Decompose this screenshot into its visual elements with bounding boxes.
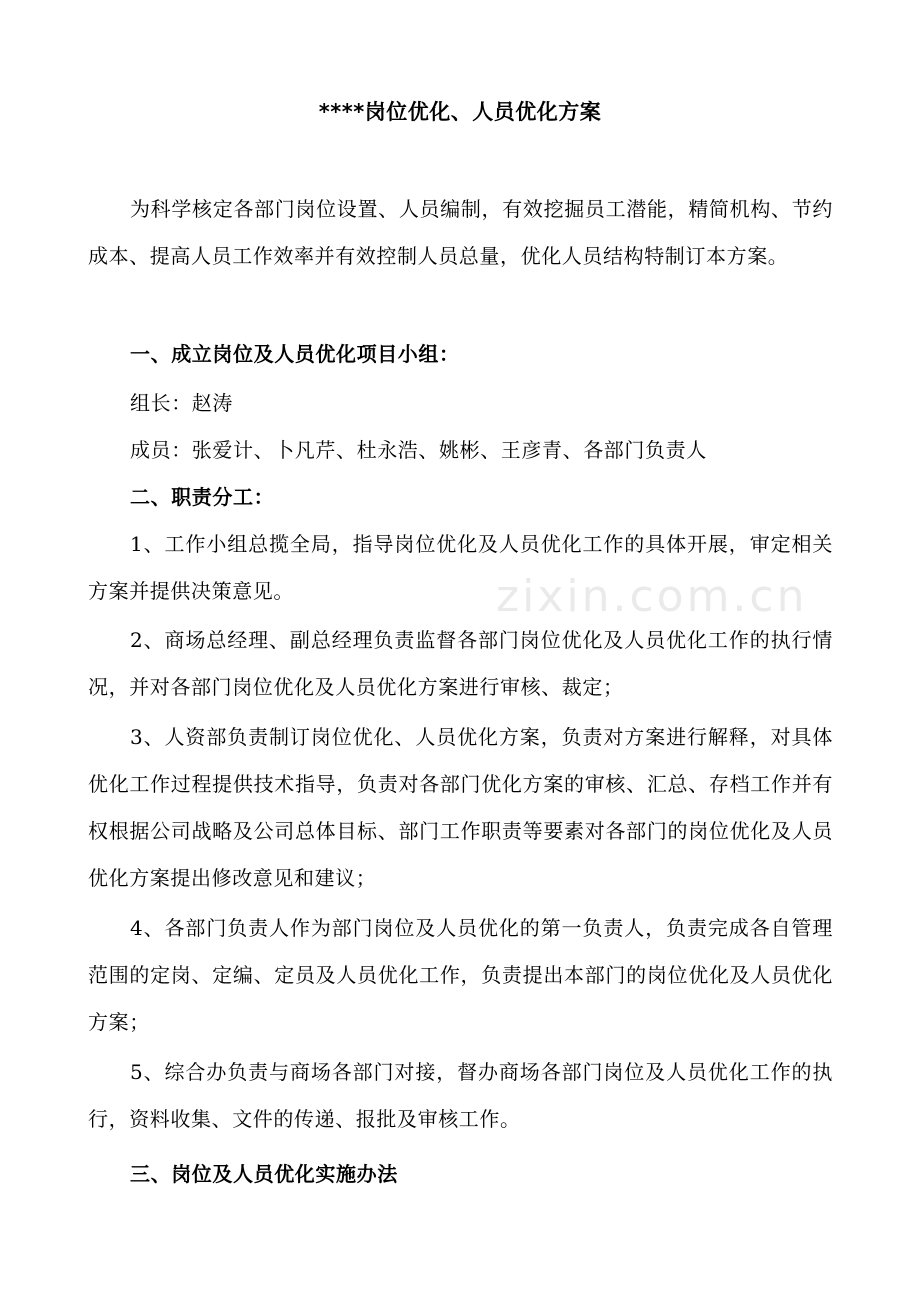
duty-item-3: 3、人资部负责制订岗位优化、人员优化方案，负责对方案进行解释，对具体优化工作过程提供技术指导，负责对各部门优化方案的审核、汇总、存档工作并有权根据公司战略及公司总体目标、部门工作职责等要素对各部门的岗位优化及人员优化方案提出修改意见和建议； (88, 725, 833, 890)
duty-item-1: 1、工作小组总揽全局，指导岗位优化及人员优化工作的具体开展，审定相关方案并提供决策意见。 (88, 532, 833, 603)
duty-item-4: 4、各部门负责人作为部门岗位及人员优化的第一负责人，负责完成各自管理范围的定岗、定编、定员及人员优化工作，负责提出本部门的岗位优化及人员优化方案； (88, 916, 833, 1034)
watermark-text: zixin.com.cn (496, 571, 808, 622)
section-3-heading: 三、岗位及人员优化实施办法 (130, 1162, 398, 1186)
intro-paragraph: 为科学核定各部门岗位设置、人员编制，有效挖掘员工潜能，精简机构、节约成本、提高人员工作效率并有效控制人员总量，优化人员结构特制订本方案。 (88, 197, 833, 268)
duty-item-5: 5、综合办负责与商场各部门对接，督办商场各部门岗位及人员优化工作的执行，资料收集、文件的传递、报批及审核工作。 (88, 1060, 833, 1131)
duty-item-2: 2、商场总经理、副总经理负责监督各部门岗位优化及人员优化工作的执行情况，并对各部门岗位优化及人员优化方案进行审核、裁定； (88, 628, 833, 699)
group-leader-line: 组长：赵涛 (130, 391, 233, 415)
section-2-heading: 二、职责分工： (130, 485, 275, 509)
document-title: ****岗位优化、人员优化方案 (318, 100, 602, 124)
group-members-line: 成员：张爱计、卜凡芹、杜永浩、姚彬、王彦青、各部门负责人 (130, 438, 707, 462)
section-1-heading: 一、成立岗位及人员优化项目小组： (130, 342, 460, 366)
